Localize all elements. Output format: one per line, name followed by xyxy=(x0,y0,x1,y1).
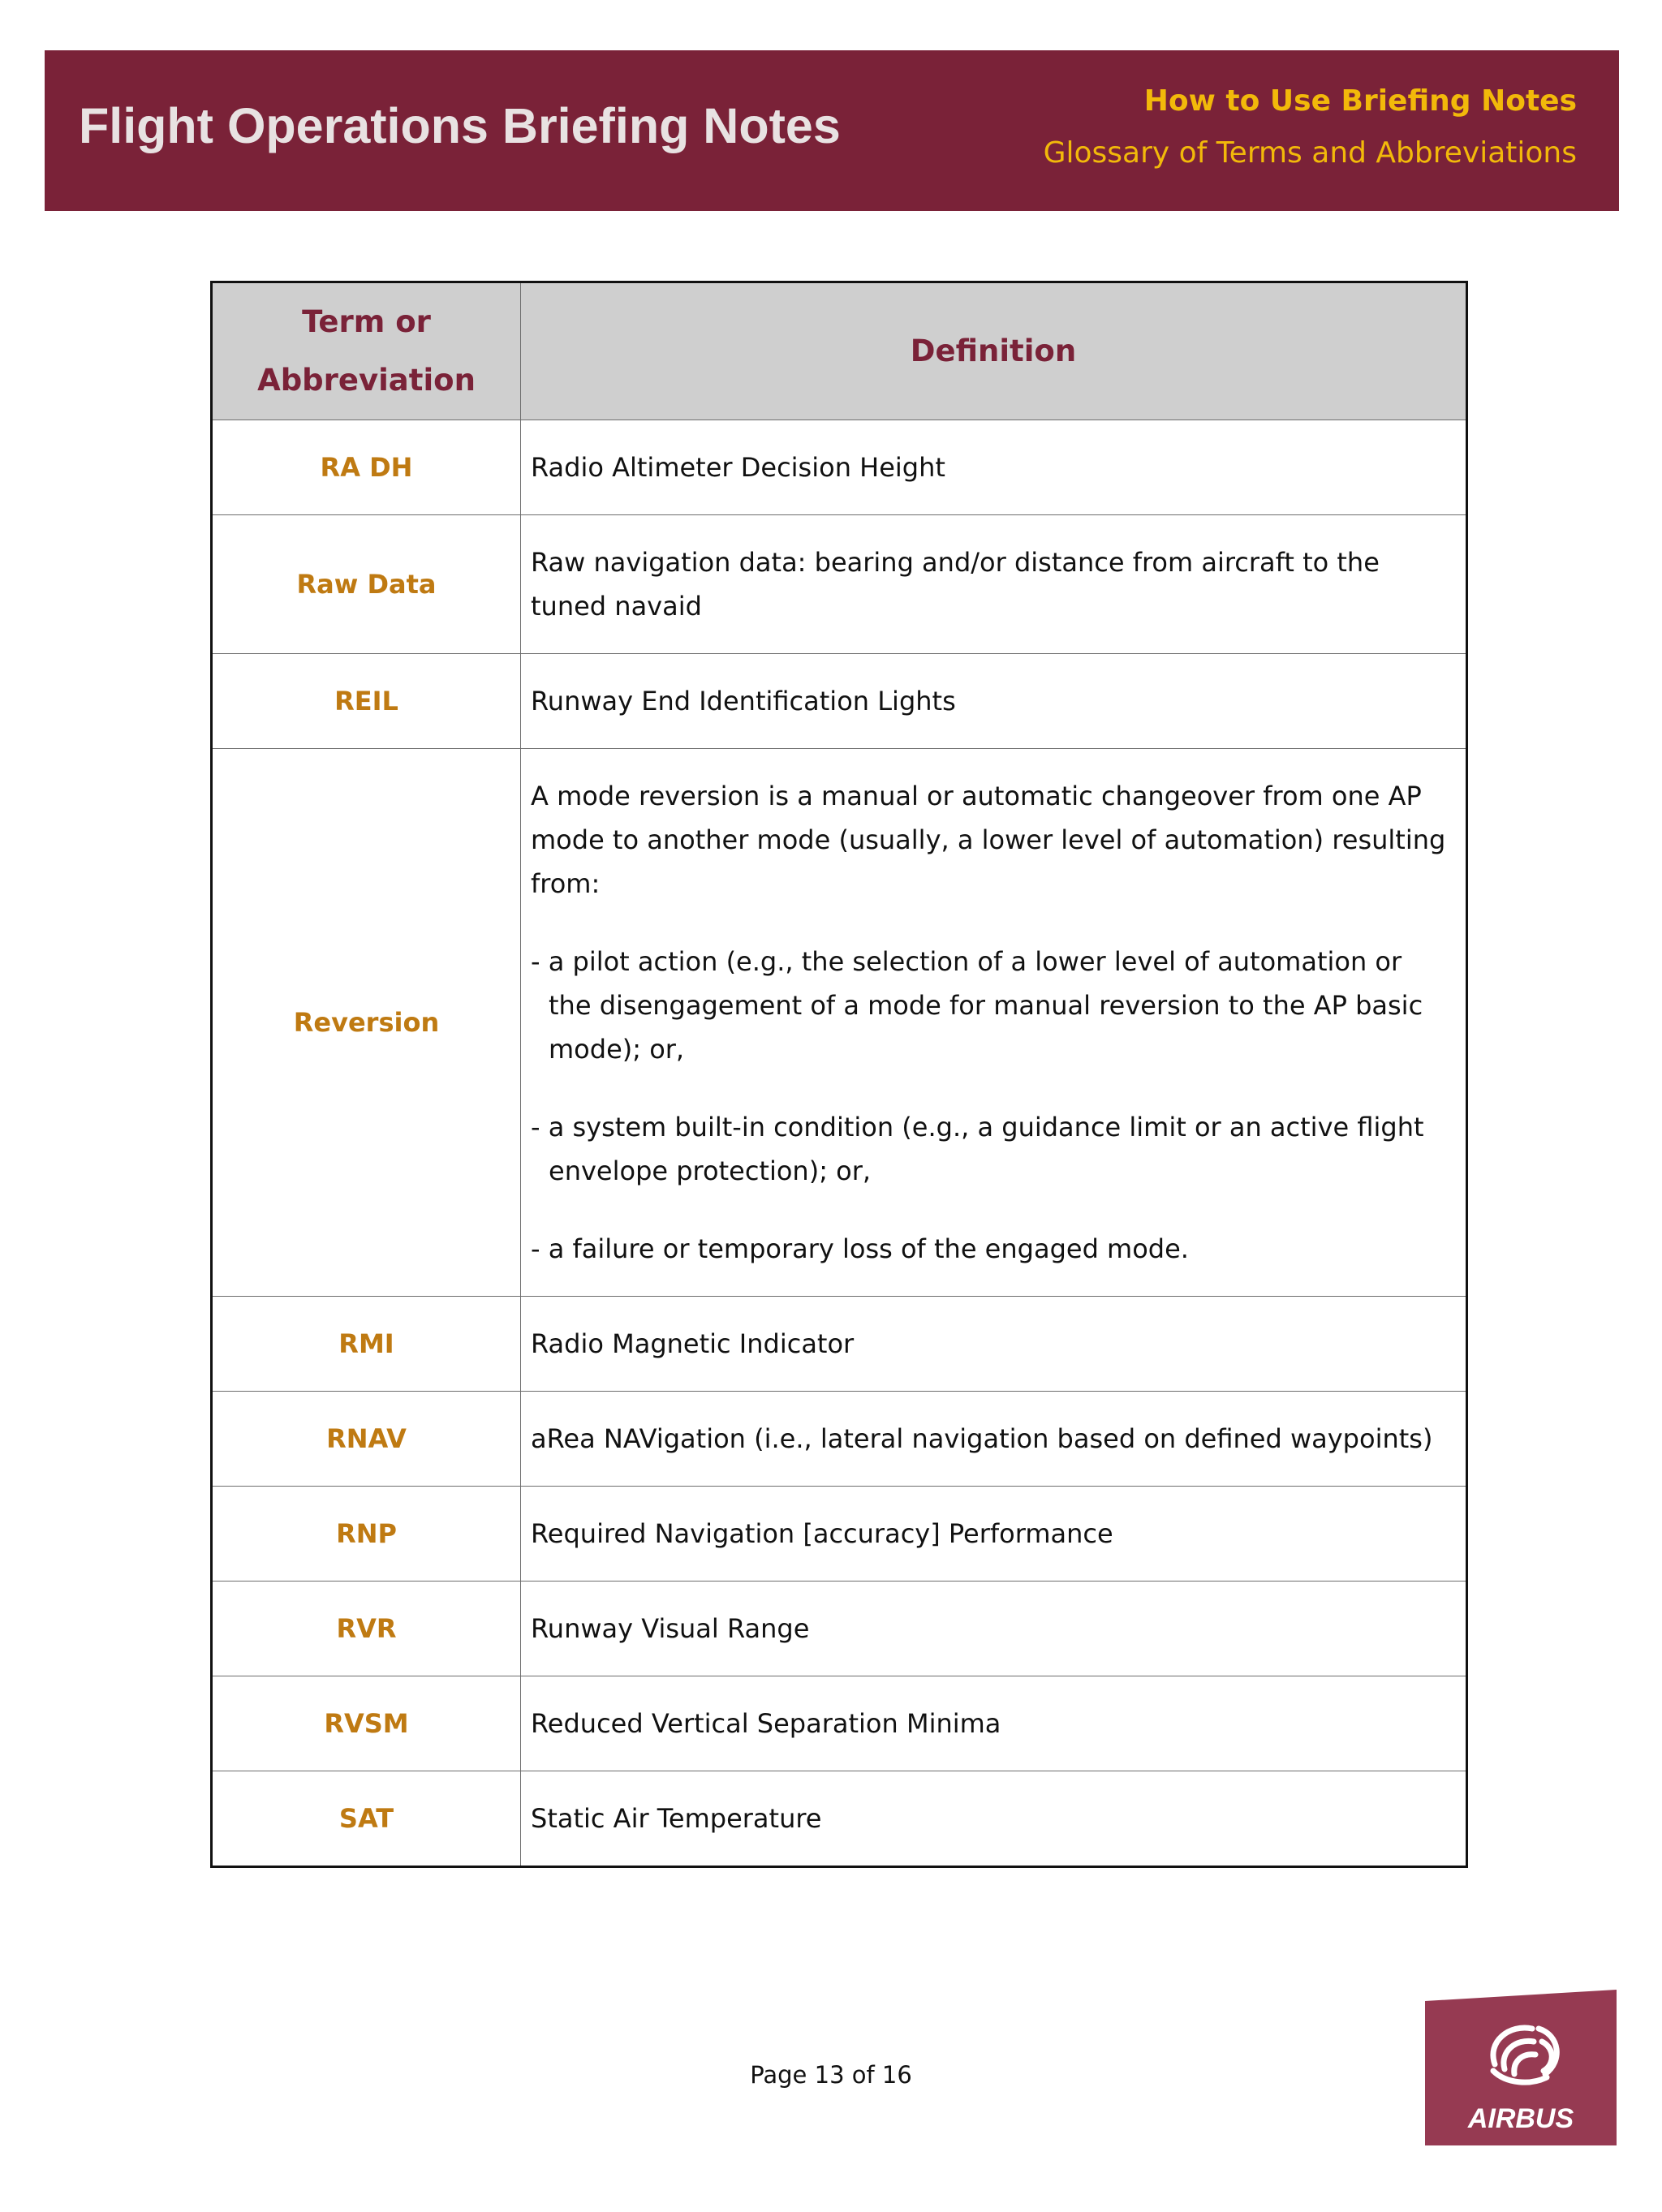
glossary-table xyxy=(210,281,1468,1868)
section-title: How to Use Briefing Notes xyxy=(1143,84,1577,118)
term-cell: RA DH xyxy=(212,420,521,515)
table-row xyxy=(212,1582,1467,1676)
table-row xyxy=(212,420,1467,515)
definition-cell: Static Air Temperature xyxy=(521,1771,1467,1867)
table-row xyxy=(212,515,1467,654)
table-row xyxy=(212,1487,1467,1582)
term-cell: RNP xyxy=(212,1487,521,1582)
definition-cell: Raw navigation data: bearing and/or distance from aircraft to the tuned navaid xyxy=(521,515,1467,654)
page-header xyxy=(45,50,1619,211)
document-title: Flight Operations Briefing Notes xyxy=(79,98,841,153)
definition-cell: Runway End Identification Lights xyxy=(521,654,1467,749)
term-cell: SAT xyxy=(212,1771,521,1867)
term-cell: RVR xyxy=(212,1582,521,1676)
column-header-definition: Definition xyxy=(521,282,1467,420)
table-row xyxy=(212,1676,1467,1771)
column-header-term-line1: Term or xyxy=(302,304,431,339)
definition-cell: Required Navigation [accuracy] Performance xyxy=(521,1487,1467,1582)
definition-cell xyxy=(521,749,1467,1297)
table-header-row xyxy=(212,282,1467,420)
definition-bullet: - a pilot action (e.g., the selection of a lower level of automation or the disengagement of a mode for manual reversion to the AP basic mode); or, xyxy=(531,946,1423,1065)
airbus-logo xyxy=(1425,1990,1617,2145)
table-row xyxy=(212,749,1467,1297)
column-header-term xyxy=(212,282,521,420)
definition-cell: Reduced Vertical Separation Minima xyxy=(521,1676,1467,1771)
table-row xyxy=(212,1771,1467,1867)
term-cell: RVSM xyxy=(212,1676,521,1771)
definition-cell: Runway Visual Range xyxy=(521,1582,1467,1676)
definition-cell: aRea NAVigation (i.e., lateral navigation based on defined waypoints) xyxy=(521,1392,1467,1487)
definition-bullet: - a failure or temporary loss of the engaged mode. xyxy=(531,1233,1189,1264)
definition-paragraph: A mode reversion is a manual or automatic changeover from one AP mode to another mode (usually, a lower level of automation) resulting from: xyxy=(531,781,1446,899)
column-header-term-line2: Abbreviation xyxy=(257,363,476,398)
term-cell: Raw Data xyxy=(212,515,521,654)
page-number: Page 13 of 16 xyxy=(750,2061,912,2089)
definition-cell: Radio Magnetic Indicator xyxy=(521,1297,1467,1392)
term-cell: RNAV xyxy=(212,1392,521,1487)
term-cell: Reversion xyxy=(212,749,521,1297)
table-row xyxy=(212,1297,1467,1392)
section-subtitle: Glossary of Terms and Abbreviations xyxy=(1043,136,1577,170)
table-row xyxy=(212,1392,1467,1487)
definition-bullet: - a system built-in condition (e.g., a guidance limit or an active flight envelope protection); or, xyxy=(531,1112,1424,1186)
table-row xyxy=(212,654,1467,749)
term-cell: RMI xyxy=(212,1297,521,1392)
airbus-logo-text: AIRBUS xyxy=(1467,2103,1574,2134)
airbus-logo-icon xyxy=(1425,1990,1617,2145)
term-cell: REIL xyxy=(212,654,521,749)
definition-cell: Radio Altimeter Decision Height xyxy=(521,420,1467,515)
